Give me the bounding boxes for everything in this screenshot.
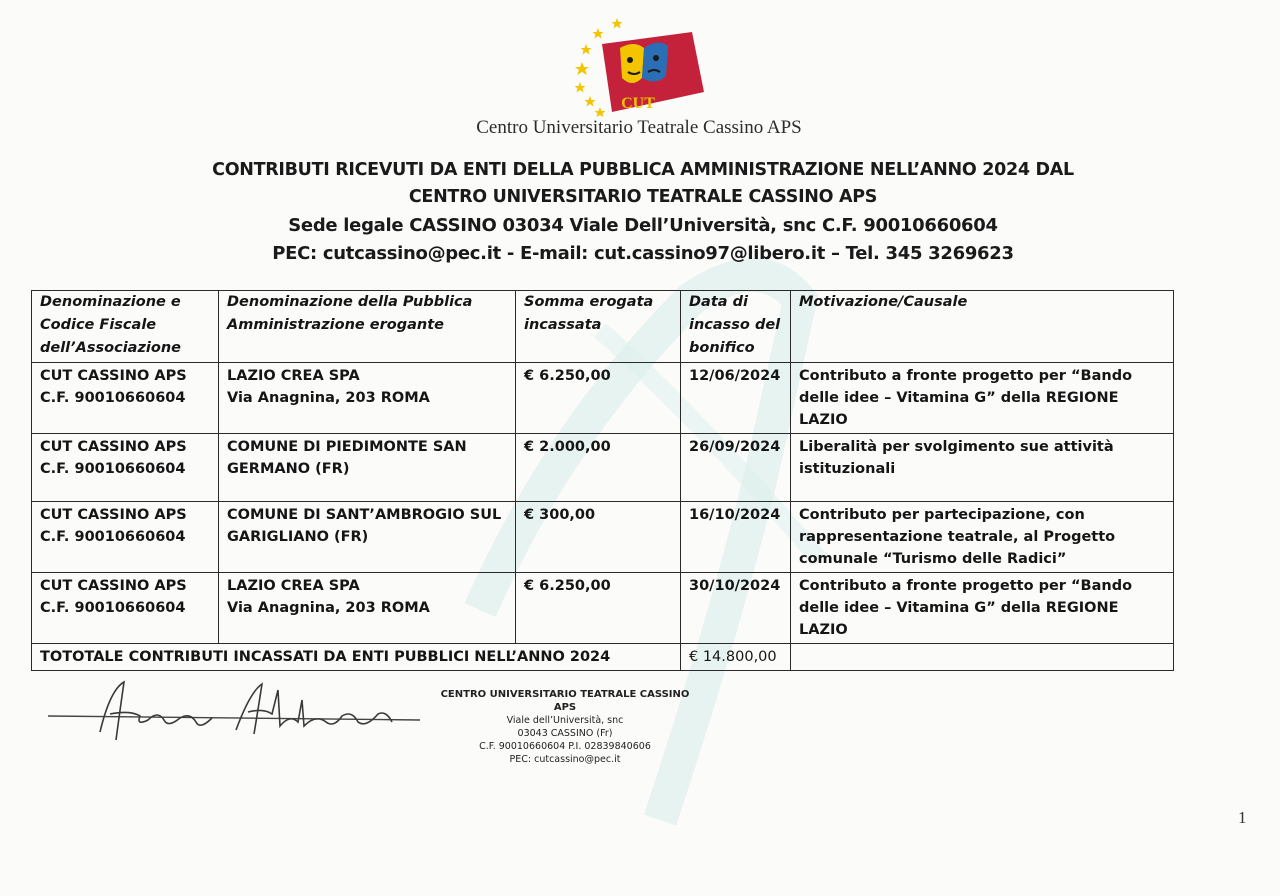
table-header-row	[32, 291, 1174, 363]
cell-date: 12/06/2024	[681, 363, 791, 434]
cell-amount: € 6.250,00	[516, 573, 681, 644]
column-header-association: Denominazione e Codice Fiscale dell’Associazione	[32, 291, 219, 363]
column-header-date: Data di incasso del bonifico	[681, 291, 791, 363]
organization-name: Centro Universitario Teatrale Cassino APS	[476, 117, 802, 138]
column-header-amount: Somma erogata incassata	[516, 291, 681, 363]
cell-date: 16/10/2024	[681, 502, 791, 573]
cell-reason: Contributo a fronte progetto per “Bando delle idee – Vitamina G” della REGIONE LAZIO	[791, 573, 1174, 644]
cell-entity: LAZIO CREA SPA Via Anagnina, 203 ROMA	[219, 363, 516, 434]
cell-association: CUT CASSINO APS C.F. 90010660604	[32, 363, 219, 434]
cell-amount: € 6.250,00	[516, 363, 681, 434]
cell-date: 30/10/2024	[681, 573, 791, 644]
cell-reason: Contributo per partecipazione, con rappresentazione teatrale, al Progetto comunale “Turismo delle Radici”	[791, 502, 1174, 573]
cell-entity: COMUNE DI SANT’AMBROGIO SUL GARIGLIANO (FR)	[219, 502, 516, 573]
svg-text:CUT: CUT	[621, 95, 655, 112]
cell-association: CUT CASSINO APS C.F. 90010660604	[32, 434, 219, 502]
cell-reason: Contributo a fronte progetto per “Bando delle idee – Vitamina G” della REGIONE LAZIO	[791, 363, 1174, 434]
stamp-address: Viale dell’Università, snc	[506, 715, 624, 726]
cell-entity: COMUNE DI PIEDIMONTE SAN GERMANO (FR)	[219, 434, 516, 502]
total-empty-cell	[791, 644, 1174, 671]
total-value: € 14.800,00	[681, 644, 791, 671]
cell-date: 26/09/2024	[681, 434, 791, 502]
total-label: TOTOTALE CONTRIBUTI INCASSATI DA ENTI PUBBLICI NELL’ANNO 2024	[32, 644, 681, 671]
contacts-line: PEC: cutcassino@pec.it - E-mail: cut.cassino97@libero.it – Tel. 345 3269623	[272, 243, 1014, 264]
handwritten-signature	[40, 670, 430, 750]
page-number: 1	[1238, 808, 1247, 827]
table-row	[32, 502, 1174, 573]
table-row	[32, 363, 1174, 434]
table-row	[32, 573, 1174, 644]
contributions-table	[31, 290, 1174, 671]
stamp-fiscal: C.F. 90010660604 P.I. 02839840606	[479, 741, 651, 752]
cell-amount: € 300,00	[516, 502, 681, 573]
cell-entity: LAZIO CREA SPA Via Anagnina, 203 ROMA	[219, 573, 516, 644]
column-header-entity: Denominazione della Pubblica Amministrazione erogante	[219, 291, 516, 363]
column-header-reason: Motivazione/Causale	[791, 291, 1174, 363]
stamp-pec: PEC: cutcassino@pec.it	[509, 754, 621, 765]
stamp-city: 03043 CASSINO (Fr)	[517, 728, 613, 739]
cut-logo	[572, 14, 712, 118]
table-row	[32, 434, 1174, 502]
association-stamp	[440, 688, 690, 766]
cell-association: CUT CASSINO APS C.F. 90010660604	[32, 502, 219, 573]
registered-office-line: Sede legale CASSINO 03034 Viale Dell’Università, snc C.F. 90010660604	[288, 215, 998, 236]
cell-amount: € 2.000,00	[516, 434, 681, 502]
document-title-line-1: CONTRIBUTI RICEVUTI DA ENTI DELLA PUBBLICA AMMINISTRAZIONE NELL’ANNO 2024 DAL	[212, 160, 1074, 180]
table-total-row	[32, 644, 1174, 671]
stamp-name: CENTRO UNIVERSITARIO TEATRALE CASSINO APS	[440, 689, 690, 713]
cell-reason: Liberalità per svolgimento sue attività istituzionali	[791, 434, 1174, 502]
cell-association: CUT CASSINO APS C.F. 90010660604	[32, 573, 219, 644]
document-title-line-2: CENTRO UNIVERSITARIO TEATRALE CASSINO APS	[408, 187, 878, 207]
